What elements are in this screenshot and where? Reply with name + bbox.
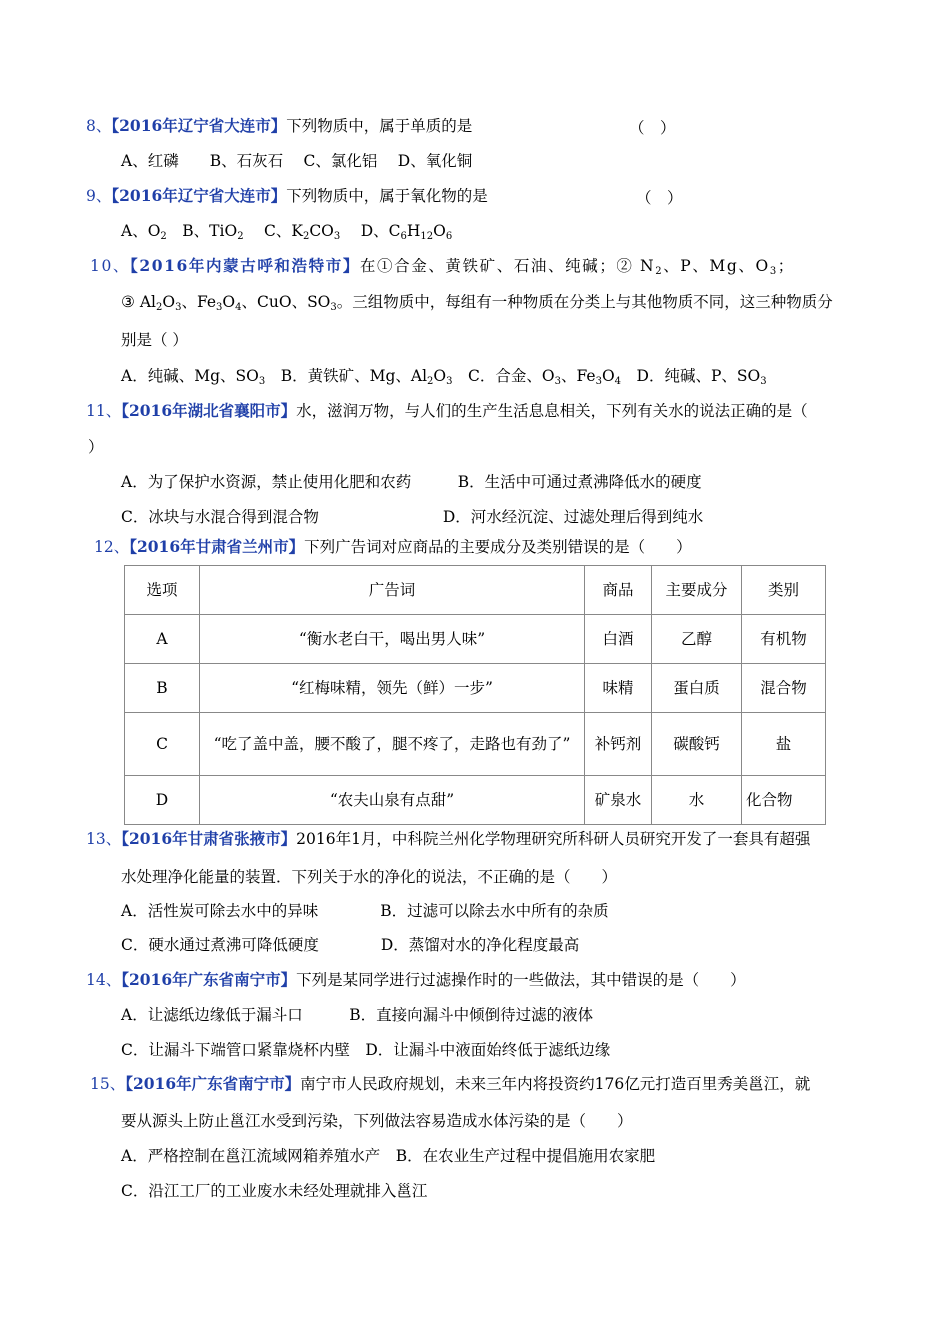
table-cell: 补钙剂 bbox=[585, 713, 652, 776]
question-13-options-cd: C．硬水通过煮沸可降低硬度 D．蒸馏对水的净化程度最高 bbox=[121, 936, 580, 954]
question-11-options-cd: C．冰块与水混合得到混合物 D．河水经沉淀、过滤处理后得到纯水 bbox=[121, 508, 704, 526]
table-row bbox=[125, 615, 826, 664]
table-cell: 水 bbox=[652, 776, 742, 825]
table-header: 类别 bbox=[742, 566, 826, 615]
question-14-options-cd: C．让漏斗下端管口紧靠烧杯内壁 D．让漏斗中液面始终低于滤纸边缘 bbox=[121, 1041, 611, 1059]
question-14-options-ab: A．让滤纸边缘低于漏斗口 B．直接向漏斗中倾倒待过滤的液体 bbox=[121, 1006, 594, 1024]
table-header: 广告词 bbox=[200, 566, 585, 615]
table-row bbox=[125, 776, 826, 825]
table-cell: 味精 bbox=[585, 664, 652, 713]
question-8-answer-paren: （ ） bbox=[629, 119, 676, 137]
table-cell: D bbox=[125, 776, 200, 825]
question-8-options: A、红磷 B、石灰石 C、氯化铝 D、氧化铜 bbox=[121, 152, 473, 170]
table-cell: “吃了盖中盖，腰不酸了，腿不疼了，走路也有劲了” bbox=[200, 713, 585, 776]
question-11-stem: 11、【2016年湖北省襄阳市】水，滋润万物，与人们的生产生活息息相关，下列有关水的说法正确的是（ bbox=[86, 401, 808, 420]
table-header: 商品 bbox=[585, 566, 652, 615]
question-9-answer-paren: （ ） bbox=[636, 189, 683, 207]
table-cell: A bbox=[125, 615, 200, 664]
table-cell: 乙醇 bbox=[652, 615, 742, 664]
table-cell: “红梅味精，领先（鲜）一步” bbox=[200, 664, 585, 713]
table-cell: “衡水老白干，喝出男人味” bbox=[200, 615, 585, 664]
table-cell: 蛋白质 bbox=[652, 664, 742, 713]
table-header-row bbox=[125, 566, 826, 615]
question-15-stem-line2: 要从源头上防止邕江水受到污染，下列做法容易造成水体污染的是（ ） bbox=[121, 1112, 633, 1130]
question-15-option-c: C．沿江工厂的工业废水未经处理就排入邕江 bbox=[121, 1182, 428, 1200]
question-10-stem-line1: 10、【2016年内蒙古呼和浩特市】在①合金、黄铁矿、石油、纯碱；② $N_2$、P、Mg、$O_3$； bbox=[90, 256, 795, 277]
question-10-stem-line3: 别是（ ） bbox=[121, 331, 188, 349]
table-header: 主要成分 bbox=[652, 566, 742, 615]
question-9-stem: 9、【2016年辽宁省大连市】下列物质中，属于氧化物的是 bbox=[86, 186, 488, 205]
table-cell: 碳酸钙 bbox=[652, 713, 742, 776]
table-cell: 白酒 bbox=[585, 615, 652, 664]
table-cell: “农夫山泉有点甜” bbox=[200, 776, 585, 825]
question-11-stem-close: ） bbox=[88, 438, 104, 456]
question-11-options-ab: A．为了保护水资源，禁止使用化肥和农药 B．生活中可通过煮沸降低水的硬度 bbox=[121, 473, 702, 491]
table-cell: 矿泉水 bbox=[585, 776, 652, 825]
table-cell: B bbox=[125, 664, 200, 713]
table-row bbox=[125, 664, 826, 713]
question-12-stem: 12、【2016年甘肃省兰州市】下列广告词对应商品的主要成分及类别错误的是（ ） bbox=[94, 537, 692, 556]
question-10-stem-line2: ③ $Al_2O_3$、$Fe_3O_4$、CuO、$SO_3$。三组物质中，每组有一种物质在分类上与其他物质不同，这三种物质分 bbox=[121, 293, 833, 313]
table-cell: 化合物 bbox=[742, 776, 826, 825]
question-15-options-ab: A．严格控制在邕江流域网箱养殖水产 B．在农业生产过程中提倡施用农家肥 bbox=[121, 1147, 656, 1165]
question-15-stem-line1: 15、【2016年广东省南宁市】南宁市人民政府规划，未来三年内将投资约176亿元打造百里秀美邕江，就 bbox=[90, 1074, 811, 1093]
table-header: 选项 bbox=[125, 566, 200, 615]
question-9-options: A、$O_2$ B、TiO$_2$ C、$K_2CO_3$ D、$C_6H_{12}O_6$ bbox=[121, 222, 453, 242]
table-cell: 有机物 bbox=[742, 615, 826, 664]
question-10-options: A．纯碱、Mg、$SO_3$ B．黄铁矿、Mg、$Al_2O_3$ C．合金、$O_3$、$Fe_3O_4$ D．纯碱、P、$SO_3$ bbox=[121, 367, 767, 387]
table-cell: 盐 bbox=[742, 713, 826, 776]
question-13-stem-line1: 13、【2016年甘肃省张掖市】2016年1月，中科院兰州化学物理研究所科研人员研究开发了一套具有超强 bbox=[86, 829, 811, 848]
question-14-stem: 14、【2016年广东省南宁市】下列是某同学进行过滤操作时的一些做法，其中错误的是（ ） bbox=[86, 970, 746, 989]
table-row bbox=[125, 713, 826, 776]
question-12-table bbox=[124, 565, 826, 825]
question-13-stem-line2: 水处理净化能量的装置．下列关于水的净化的说法，不正确的是（ ） bbox=[121, 868, 618, 886]
table-cell: C bbox=[125, 713, 200, 776]
table-cell: 混合物 bbox=[742, 664, 826, 713]
question-13-options-ab: A．活性炭可除去水中的异味 B．过滤可以除去水中所有的杂质 bbox=[121, 902, 609, 920]
question-8-stem: 8、【2016年辽宁省大连市】下列物质中，属于单质的是 bbox=[86, 116, 473, 135]
